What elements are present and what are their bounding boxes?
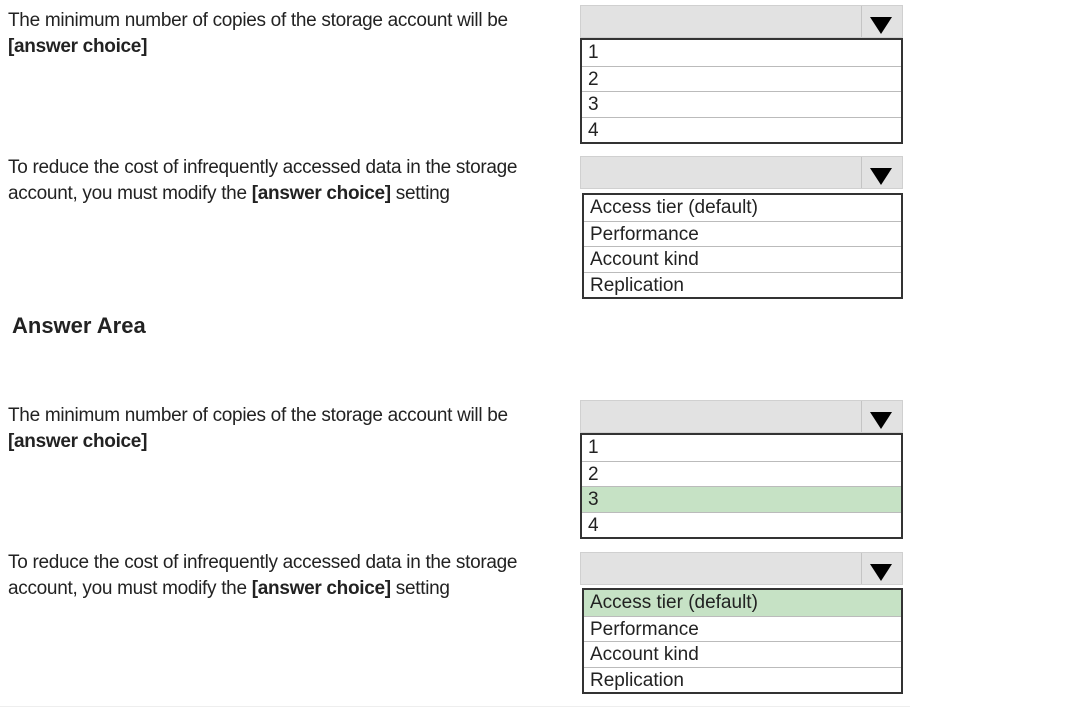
dropdown-option[interactable]: 4 [582, 512, 901, 538]
answer-dropdown[interactable] [580, 400, 903, 433]
question-text [8, 403, 568, 455]
chevron-down-icon[interactable] [870, 168, 892, 185]
dropdown-option[interactable]: 3 [582, 91, 901, 117]
question-text-before: The minimum number of copies of the storage account will be [8, 10, 508, 31]
question-text-before: The minimum number of copies of the storage account will be [8, 405, 508, 426]
dropdown-option[interactable]: 1 [588, 437, 599, 458]
dropdown-option[interactable]: 1 [588, 42, 599, 63]
chevron-down-icon[interactable] [870, 412, 892, 429]
question-text-before: To reduce the cost of infrequently accessed data in the storage account, you must modify the [8, 552, 518, 599]
dropdown-option[interactable]: Performance [584, 221, 901, 247]
dropdown-separator [861, 6, 862, 37]
answer-dropdown[interactable] [580, 552, 903, 585]
chevron-down-icon[interactable] [870, 17, 892, 34]
answer-choice-token: [answer choice] [251, 183, 391, 204]
answer-choice-token: [answer choice] [8, 36, 148, 57]
dropdown-separator [861, 553, 862, 584]
answer-area-heading: Answer Area [12, 313, 146, 338]
dropdown-separator [861, 401, 862, 432]
dropdown-separator [861, 157, 862, 188]
answer-choice-token: [answer choice] [251, 578, 391, 599]
dropdown-option[interactable]: Account kind [584, 246, 901, 272]
dropdown-option[interactable]: 2 [582, 66, 901, 92]
answer-dropdown[interactable] [580, 5, 903, 38]
dropdown-options-list [582, 588, 903, 694]
dropdown-option[interactable]: Performance [584, 616, 901, 642]
dropdown-options-list [580, 38, 903, 144]
answer-choice-token: [answer choice] [8, 431, 148, 452]
dropdown-option[interactable]: 2 [582, 461, 901, 487]
question-text-after: setting [390, 183, 450, 204]
question-text [8, 155, 578, 207]
dropdown-option[interactable]: Account kind [584, 641, 901, 667]
chevron-down-icon[interactable] [870, 564, 892, 581]
dropdown-option[interactable]: 4 [582, 117, 901, 143]
dropdown-option[interactable]: Replication [584, 272, 901, 298]
question-text-after: setting [390, 578, 450, 599]
question-text [8, 8, 568, 60]
question-text-before: To reduce the cost of infrequently accessed data in the storage account, you must modify the [8, 157, 518, 204]
divider [0, 706, 910, 707]
dropdown-option[interactable]: Replication [584, 667, 901, 693]
dropdown-option[interactable]: 3 [582, 486, 901, 512]
answer-dropdown[interactable] [580, 156, 903, 189]
question-text [8, 550, 578, 602]
dropdown-options-list [582, 193, 903, 299]
dropdown-option[interactable]: Access tier (default) [590, 197, 758, 218]
dropdown-options-list [580, 433, 903, 539]
dropdown-option[interactable]: Access tier (default) [584, 590, 901, 616]
